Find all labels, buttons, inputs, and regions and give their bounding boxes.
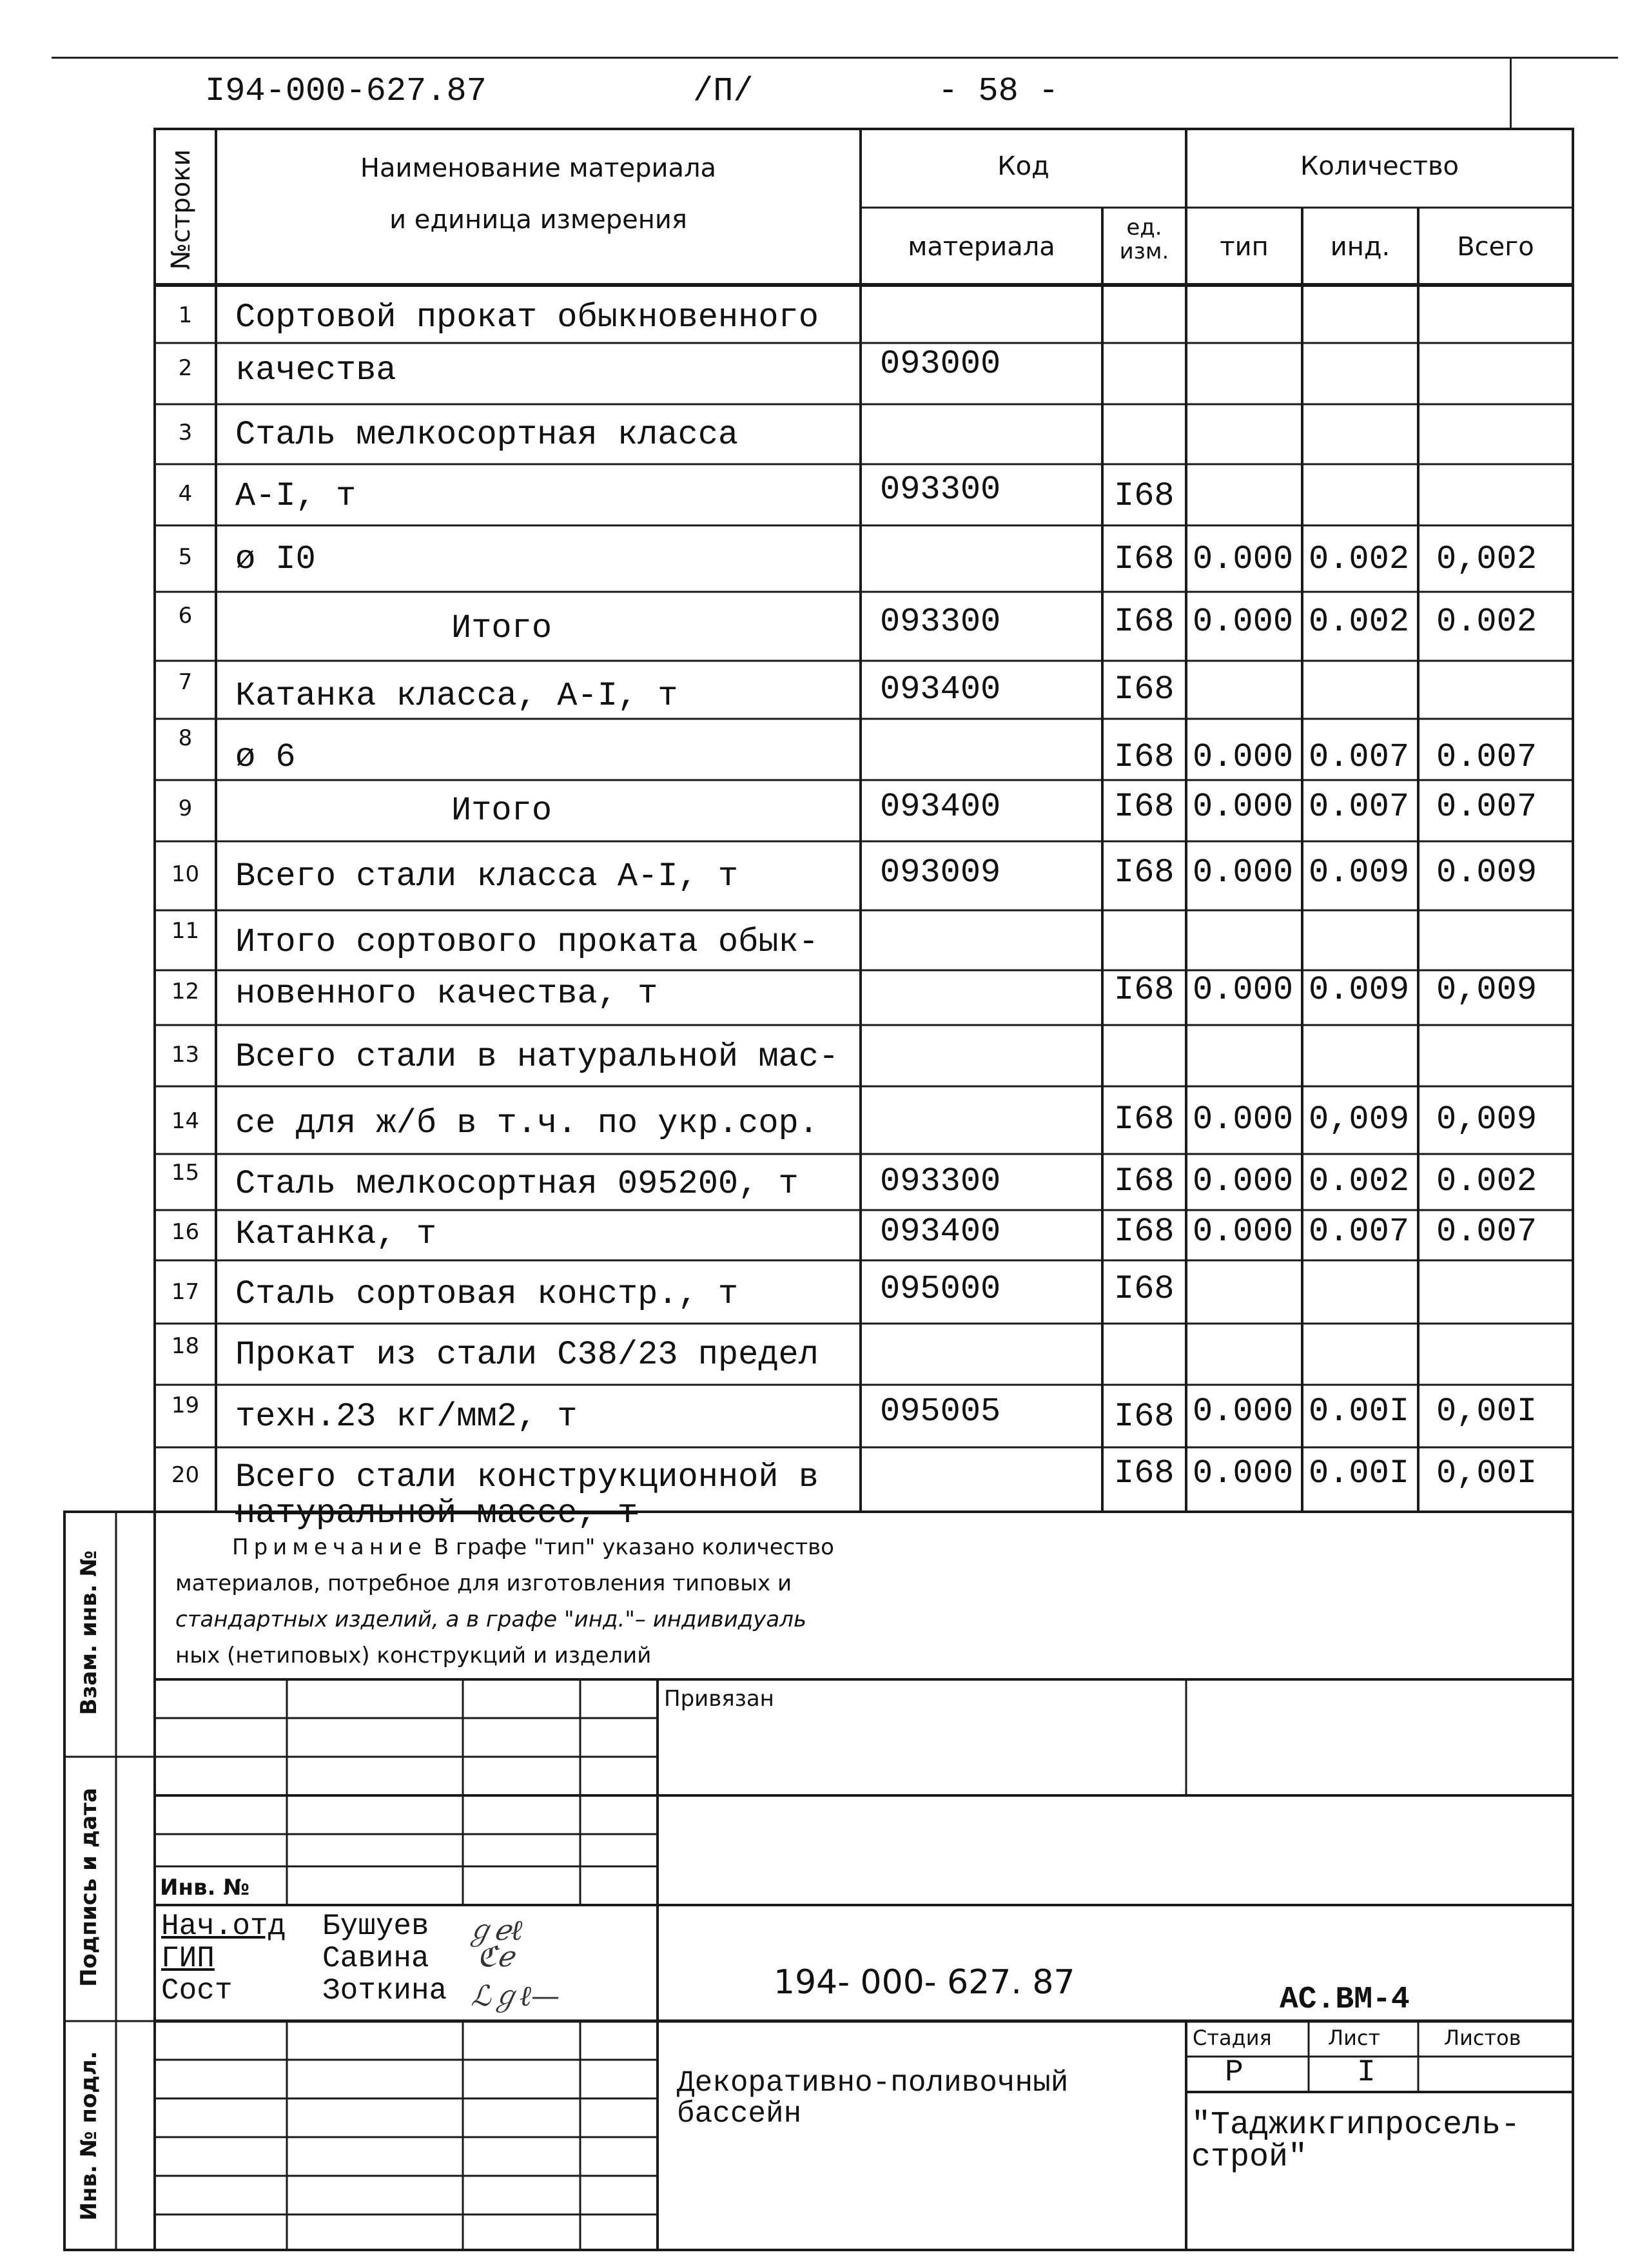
note <box>175 1529 834 1674</box>
qty-ind: 0.002 <box>1309 603 1410 641</box>
unit-code: I68 <box>1114 854 1175 892</box>
qty-typ: 0.000 <box>1193 971 1294 1009</box>
unit-code: I68 <box>1114 1398 1175 1436</box>
stage-value: Р <box>1225 2055 1244 2090</box>
unit-code: I68 <box>1114 1454 1175 1492</box>
qty-ind: 0.002 <box>1309 540 1410 578</box>
name-header-line1: Наименование материала <box>360 153 717 183</box>
material-name: качества <box>235 351 396 389</box>
row-number: 17 <box>171 1279 200 1305</box>
stage-label: Стадия <box>1193 2026 1272 2050</box>
signature-date-label: Подпись и дата <box>76 1788 102 1987</box>
row-number: 19 <box>171 1393 200 1418</box>
qty-ind: 0.009 <box>1309 854 1410 892</box>
unit-code: I68 <box>1114 1213 1175 1251</box>
organization-line1: "Таджикгипросель- <box>1191 2107 1521 2144</box>
qty-ind: 0.002 <box>1309 1162 1410 1200</box>
material-name: Сталь мелкосортная 095200, т <box>235 1165 799 1203</box>
sheets-label: Листов <box>1444 2026 1521 2050</box>
signature-2: ℭℯ <box>477 1941 514 1973</box>
qty-typ: 0.000 <box>1193 1162 1294 1200</box>
row-number: 13 <box>171 1042 200 1068</box>
qty-typ: 0.000 <box>1193 1393 1294 1431</box>
signature-1: ℊℯℓ <box>465 1914 523 1947</box>
code-header: Код <box>997 152 1049 181</box>
linked-label: Привязан <box>664 1686 774 1712</box>
material-code: 093300 <box>880 603 1001 641</box>
unit-code: I68 <box>1114 1162 1175 1200</box>
material-name: Итого <box>451 609 552 647</box>
qty-ind: 0,009 <box>1309 1100 1410 1139</box>
material-code: 093300 <box>880 471 1001 509</box>
material-code: 093009 <box>880 854 1001 892</box>
qty-ind: 0.00I <box>1309 1454 1410 1492</box>
note-line3: стандартных изделий, а в графе "инд."– индивидуаль <box>175 1607 807 1632</box>
qty-total: 0,00I <box>1436 1393 1537 1431</box>
row-20-continuation: натуральной массе, т <box>235 1494 638 1532</box>
row-number: 16 <box>171 1219 200 1245</box>
role-chief-engineer: ГИП <box>161 1942 215 1975</box>
material-name: Итого сортового проката обык- <box>235 923 819 961</box>
note-line2: материалов, потребное для изготовления типовых и <box>175 1570 792 1596</box>
material-code: 093400 <box>880 670 1001 709</box>
unit-code: I68 <box>1114 540 1175 578</box>
qty-ind: 0.007 <box>1309 788 1410 826</box>
unit-code: I68 <box>1114 971 1175 1009</box>
material-code: 095005 <box>880 1393 1001 1431</box>
material-name: Катанка класса, A-I, т <box>235 677 678 715</box>
name-compiler: Зоткина <box>322 1974 447 2008</box>
row-number: 15 <box>171 1160 200 1186</box>
row-number: 1 <box>178 302 193 328</box>
row-number: 12 <box>171 979 200 1004</box>
qty-ind: 0.007 <box>1309 1213 1410 1251</box>
unit-code: I68 <box>1114 603 1175 641</box>
role-compiler: Сост <box>161 1974 233 2008</box>
object-name-line1: Декоративно-поливочный <box>677 2066 1069 2100</box>
qty-total: 0,002 <box>1436 540 1537 578</box>
material-name: Всего стали класса A-I, т <box>235 857 739 895</box>
qty-ind: 0.00I <box>1309 1393 1410 1431</box>
qty-ind: 0.007 <box>1309 738 1410 776</box>
row-number: 11 <box>171 918 200 944</box>
name-header-line2: и единица измерения <box>389 205 687 235</box>
material-name: се для ж/б в т.ч. по укр.сор. <box>235 1104 819 1142</box>
row-number: 18 <box>171 1333 200 1359</box>
unit-code: I68 <box>1114 1100 1175 1139</box>
organization-line2: строй" <box>1191 2139 1308 2176</box>
material-code: 093400 <box>880 788 1001 826</box>
unit-code: I68 <box>1114 477 1175 515</box>
object-name-line2: бассейн <box>677 2097 802 2131</box>
unit-code: I68 <box>1114 738 1175 776</box>
ind-header: инд. <box>1330 232 1390 262</box>
material-name: Катанка, т <box>235 1215 437 1253</box>
replacement-inventory-label: Взам. инв. № <box>76 1550 102 1716</box>
material-name: техн.23 кг/мм2, т <box>235 1398 578 1436</box>
material-name: A-I, т <box>235 477 356 515</box>
sheet-value: I <box>1357 2055 1376 2090</box>
material-name: Сталь сортовая констр., т <box>235 1275 739 1313</box>
row-number: 9 <box>178 796 193 821</box>
page-number: - 58 - <box>938 72 1059 110</box>
doc-number: I94-000-627.87 <box>205 72 487 110</box>
unit-header: ед. изм. <box>1119 215 1169 265</box>
material-name: ø 6 <box>235 738 296 776</box>
qty-total: 0.007 <box>1436 738 1537 776</box>
name-head-of-department: Бушуев <box>322 1910 429 1943</box>
row-number: 20 <box>171 1462 200 1488</box>
qty-typ: 0.000 <box>1193 1100 1294 1139</box>
qty-typ: 0.000 <box>1193 854 1294 892</box>
total-header: Всего <box>1457 232 1534 262</box>
unit-code: I68 <box>1114 1270 1175 1308</box>
inventory-number-label: Инв. № <box>160 1875 250 1901</box>
name-chief-engineer: Савина <box>322 1942 429 1975</box>
sheet-label: Лист <box>1328 2026 1381 2050</box>
typ-header: тип <box>1220 232 1269 262</box>
unit-code: I68 <box>1114 788 1175 826</box>
row-number: 5 <box>178 544 193 570</box>
qty-typ: 0.000 <box>1193 1213 1294 1251</box>
qty-total: 0,009 <box>1436 971 1537 1009</box>
material-name: новенного качества, т <box>235 975 658 1013</box>
qty-typ: 0.000 <box>1193 540 1294 578</box>
row-number: 8 <box>178 725 193 751</box>
qty-typ: 0.000 <box>1193 1454 1294 1492</box>
note-line1: В графе "тип" указано количество <box>433 1534 834 1560</box>
note-line4: ных (нетиповых) конструкций и изделий <box>175 1643 652 1668</box>
quantity-header: Количество <box>1300 152 1459 181</box>
original-inventory-label: Инв. № подл. <box>76 2051 102 2221</box>
role-head-of-department: Нач.отд <box>161 1910 286 1943</box>
qty-total: 0.009 <box>1436 854 1537 892</box>
unit-code: I68 <box>1114 670 1175 709</box>
material-code: 093400 <box>880 1213 1001 1251</box>
row-number: 2 <box>178 355 193 381</box>
qty-ind: 0.009 <box>1309 971 1410 1009</box>
material-name: Всего стали в натуральной мас- <box>235 1038 839 1076</box>
row-number: 3 <box>178 420 193 445</box>
qty-total: 0.002 <box>1436 1162 1537 1200</box>
material-code: 093000 <box>880 345 1001 383</box>
material-name: Всего стали конструкционной в <box>235 1458 819 1496</box>
material-code: 095000 <box>880 1270 1001 1308</box>
note-lead: Примечание <box>232 1534 427 1560</box>
row-number: 4 <box>178 481 193 507</box>
material-name: Сортовой прокат обыкновенного <box>235 298 819 337</box>
material-code-header: материала <box>908 232 1055 262</box>
row-number: 14 <box>171 1108 200 1134</box>
qty-total: 0,00I <box>1436 1454 1537 1492</box>
row-number: 7 <box>178 669 193 695</box>
row-number: 10 <box>171 861 200 887</box>
row-number-header: №строки <box>166 149 196 270</box>
qty-total: 0.007 <box>1436 788 1537 826</box>
material-code: 093300 <box>880 1162 1001 1200</box>
material-name: Сталь мелкосортная класса <box>235 416 739 454</box>
sheet-code: АС.ВМ-4 <box>1280 1982 1410 2017</box>
material-name: Прокат из стали С38/23 предел <box>235 1336 819 1374</box>
qty-total: 0,009 <box>1436 1100 1537 1139</box>
qty-total: 0.007 <box>1436 1213 1537 1251</box>
mark: /П/ <box>693 72 754 110</box>
document-code: 194- 000- 627. 87 <box>774 1963 1075 2002</box>
qty-typ: 0.000 <box>1193 603 1294 641</box>
row-number: 6 <box>178 603 193 629</box>
material-name: Итого <box>451 792 552 830</box>
qty-typ: 0.000 <box>1193 738 1294 776</box>
signature-3: ℒℊℓ— <box>471 1980 560 2013</box>
qty-typ: 0.000 <box>1193 788 1294 826</box>
material-name: ø I0 <box>235 540 316 578</box>
qty-total: 0.002 <box>1436 603 1537 641</box>
